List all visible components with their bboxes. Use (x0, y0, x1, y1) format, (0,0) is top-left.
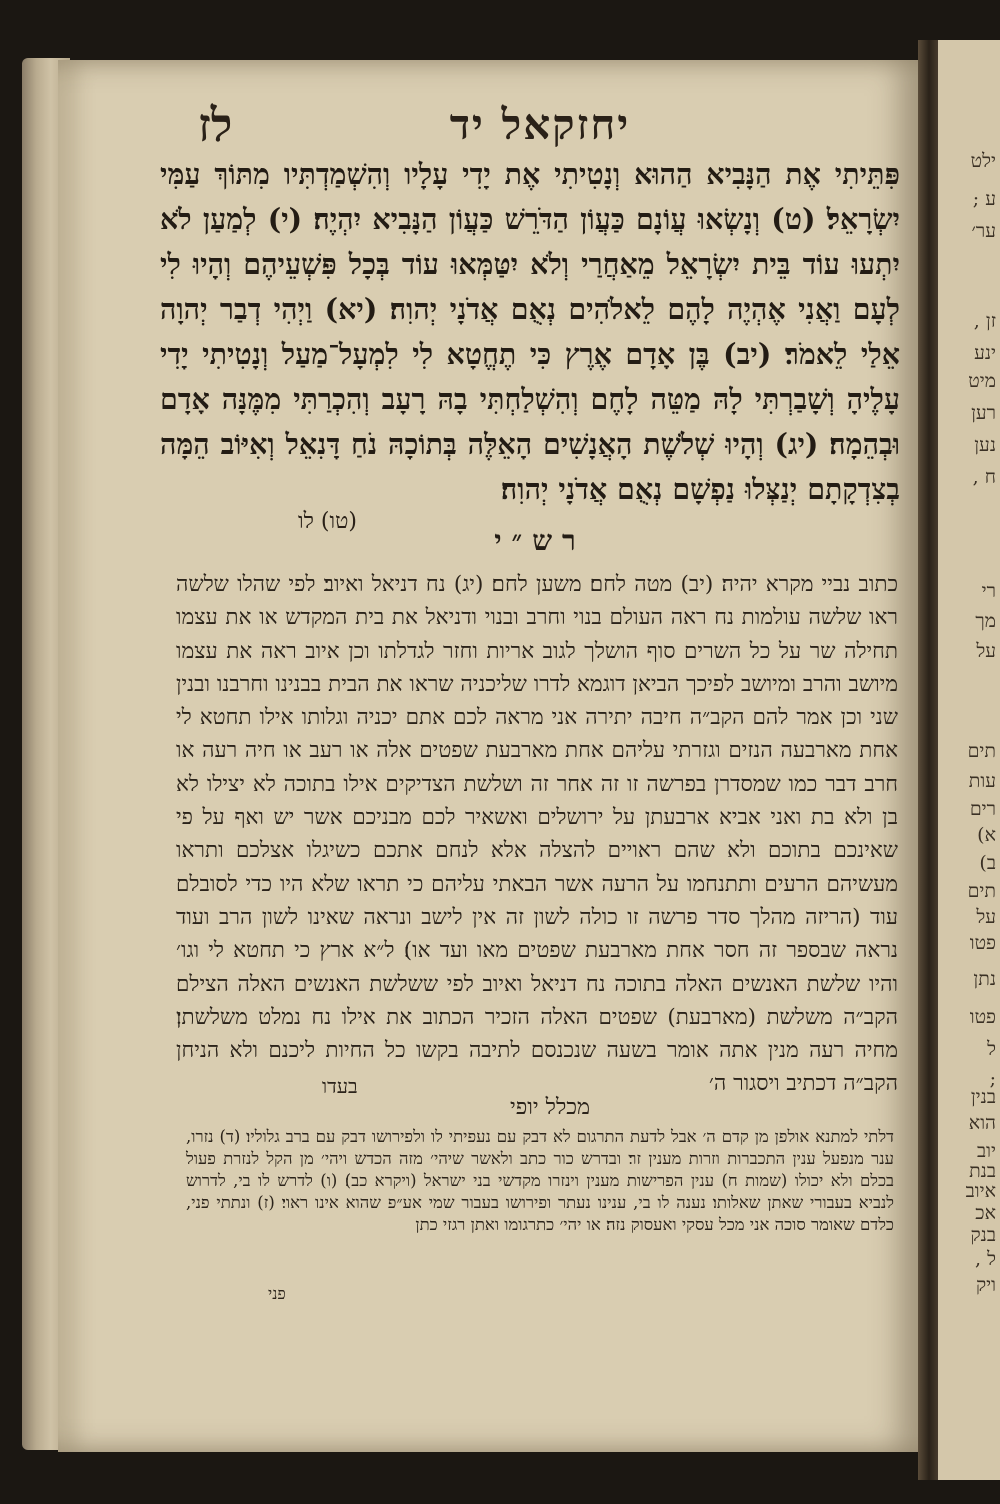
rashi-catchword: בעדו (322, 1074, 358, 1098)
right-page-fragment: ויק (975, 1274, 996, 1296)
right-page-fragment: על (976, 906, 996, 928)
book-gutter (918, 40, 940, 1480)
right-page-fragment: נתן (973, 968, 996, 990)
right-page-fragment: בנת (969, 1160, 996, 1182)
right-page-fragment: זן , (973, 310, 996, 332)
right-page-fragment: ; (989, 1068, 996, 1090)
footnote-catchword: פני (268, 1284, 286, 1303)
right-page-fragment: רי (981, 580, 996, 602)
right-page-fragment: תים (967, 880, 996, 902)
right-page-fragment: בנק (970, 1224, 996, 1246)
right-page-fragment: בנין (970, 1086, 996, 1108)
second-commentary-heading: מכלל יופי (509, 1095, 591, 1120)
right-page-fragment: מך (975, 610, 996, 632)
right-page (938, 40, 1000, 1480)
right-page-fragment: אכ (975, 1202, 996, 1224)
rashi-heading: רש״י (494, 524, 586, 557)
right-page-fragment: רים (969, 798, 996, 820)
rashi-commentary: כתוב נביי מקרא יהיה׃ (יב) מטה לחם׃ משען לחם׃ (יג) נח דניאל ואיוב׃ לפי שהלו שלשה ראו שלשה עולמות נח ראה העולם בנוי וחרב ובנוי ודניאל את בית המקדש או את עצמו תחילה שר על כל השרים סוף הושלך לגוב אריות וחזר לגדלתו וכן איוב ראה את עצמו מיושב והרב ומיושב לפיכך הביאן דוגמא לדרו שליכניה שראו את הבית בבנינו וחרבנו ובנין שני וכן אמר להם הקב״ה חיבה יתירה אני מראה לכם אתם יכניה וגלותו אילו תחטא לי אחת מארבעה הנזים וגזרתי עליהם אחת מארבעת שפטים אלה או רעב או חיה רעה או חרב דבר כמו שמסדרן בפרשה זו זה אחר זה ושלשת הצדיקים אילו בתוכה לא יצילו לא בן ולא בת ואני אביא ארבעתן על ירושלים ואשאיר לכם מבניכם אשר יש ואף על פי שאינכם בתוכם ולא שהם ראויים להצלה אלא לנחם אתכם כשיגלו אצלכם ותראו מעשיהם הרעים ותתנחמו על הרעה אשר הבאתי עליהם כי תראו שלא היו כדי לסובלם עוד (הריזה מהלך סדר פרשה זו כולה לשון זה אין לישב ונראה שאינו לשון הרב ועוד נראה שבספר זה חסר אחת מארבעת שפטים מאו ועד או)׃ ל״א ארץ כי תחטא לי וגו׳ והיו שלשת האנשים האלה בתוכה נח דניאל ואיוב לפי ששלשת האנשים האלה הצילם הקב״ה משלשת (מארבעת) שפטים האלה הזכיר הכתוב את אילו נח נמלט משלשתן׃ מחיה רעה מנין אתה אומר בשעה שנכנסם לתיבה בקשו כל החיות ליכנם ולא הניחן הקב״ה דכתיב ויסגור ה׳ (176, 572, 898, 1097)
page-number: לז (198, 98, 233, 152)
right-page-fragment: ילט (970, 150, 996, 172)
right-page-fragment: רען (971, 402, 996, 424)
right-page-fragment: א) (977, 824, 996, 846)
right-page-fragment: הוא (968, 1112, 996, 1134)
right-page-fragment: ל , (975, 1248, 996, 1270)
right-page-fragment: מיט (968, 370, 996, 392)
right-page-fragment: איוב (965, 1180, 996, 1202)
right-page-fragment: נען (974, 434, 996, 456)
right-page-fragment: פטו (969, 1006, 996, 1028)
right-page-fragment: ער׳ (971, 220, 996, 242)
right-page-fragment: ע ; (972, 188, 996, 210)
second-commentary: דלתי למתנא אולפן מן קדם ה׳ אבל לדעת התרגום לא דבק עם נעפיתי לו ולפירושו דבק עם ברב גלוליו׃ (ד) נזרו, ענר מנפעל ענין התכברות וזרות מענין זר׃ ובדרש כור כתב ולאשר שיהי׳ מזה הכדש ויהי׳ מן הקל לנזרת פעול בכלם ולא יכולו (שמות ח) ענין הפרישות מענין וינזרו מקדשי בני ישראל (ויקרא כב)׃ (ו) לדרש לו בי, לדרוש לנביא בעבורי שאתן שאלותו׃ נענה לו בי, ענינו נעתר ופירושו בעבור שמי אע״פ שהוא אינו ראוי׃ (ז) ונתתי פני, כלדם שאומר סוכה אני מכל עסקי ואעסוק נזה׃ או יהי׳ כתרגומו ואתן רגזי כתן (186, 1127, 894, 1234)
verse-note: (טו) לו (298, 509, 357, 534)
right-page-fragment: ל (987, 1038, 996, 1060)
right-page-fragment: ב) (979, 852, 996, 874)
right-page-fragment: תים (967, 740, 996, 762)
right-page-fragment: על (976, 640, 996, 662)
right-page-fragment: ינע (974, 342, 996, 364)
right-page-fragment: ח , (972, 466, 996, 488)
right-page-fragment: עות (968, 770, 996, 792)
page-title: יחזקאל יד (449, 100, 631, 149)
bible-text: פִּתֵּיתִי אֶת הַנָּבִיא הַהוּא וְנָטִיתִי אֶת יָדִי עָלָיו וְהִשְׁמַדְתִּיו מִתּוֹךְ עַמִּי יִשְׂרָאֵל׃ (ט) וְנָשְׂאוּ עֲוֹנָם כַּעֲוֹן הַדֹּרֵשׁ כַּעֲוֹן הַנָּבִיא יִהְיֶה׃ (י) לְמַעַן לֹא יִתְעוּ עוֹד בֵּית יִשְׂרָאֵל מֵאַחֲרַי וְלֹא יִטַּמְּאוּ עוֹד בְּכָל פִּשְׁעֵיהֶם וְהָיוּ לִי לְעָם וַאֲנִי אֶהְיֶה לָהֶם לֵאלֹהִים נְאֻם אֲדֹנָי יְהוִה׃ (יא) וַיְהִי דְבַר יְהוָה אֵלַי לֵאמֹר׃ (יב) בֶּן אָדָם אֶרֶץ כִּי תֶחֱטָא לִי לִמְעָל־מַעַל וְנָטִיתִי יָדִי עָלֶיהָ וְשָׁבַרְתִּי לָהּ מַטֵּה לָחֶם וְהִשְׁלַחְתִּי בָהּ רָעָב וְהִכְרַתִּי מִמֶּנָּה אָדָם וּבְהֵמָה׃ (יג) וְהָיוּ שְׁלֹשֶׁת הָאֲנָשִׁים הָאֵלֶּה בְּתוֹכָהּ נֹחַ דָּנִאֵל וְאִיּוֹב הֵמָּה בְצִדְקָתָם יְנַצְּלוּ נַפְשָׁם נְאֻם אֲדֹנָי יְהוִה׃ (160, 157, 900, 506)
right-page-fragment: פטו (969, 932, 996, 954)
right-page-fragment: יוב (977, 1140, 996, 1162)
